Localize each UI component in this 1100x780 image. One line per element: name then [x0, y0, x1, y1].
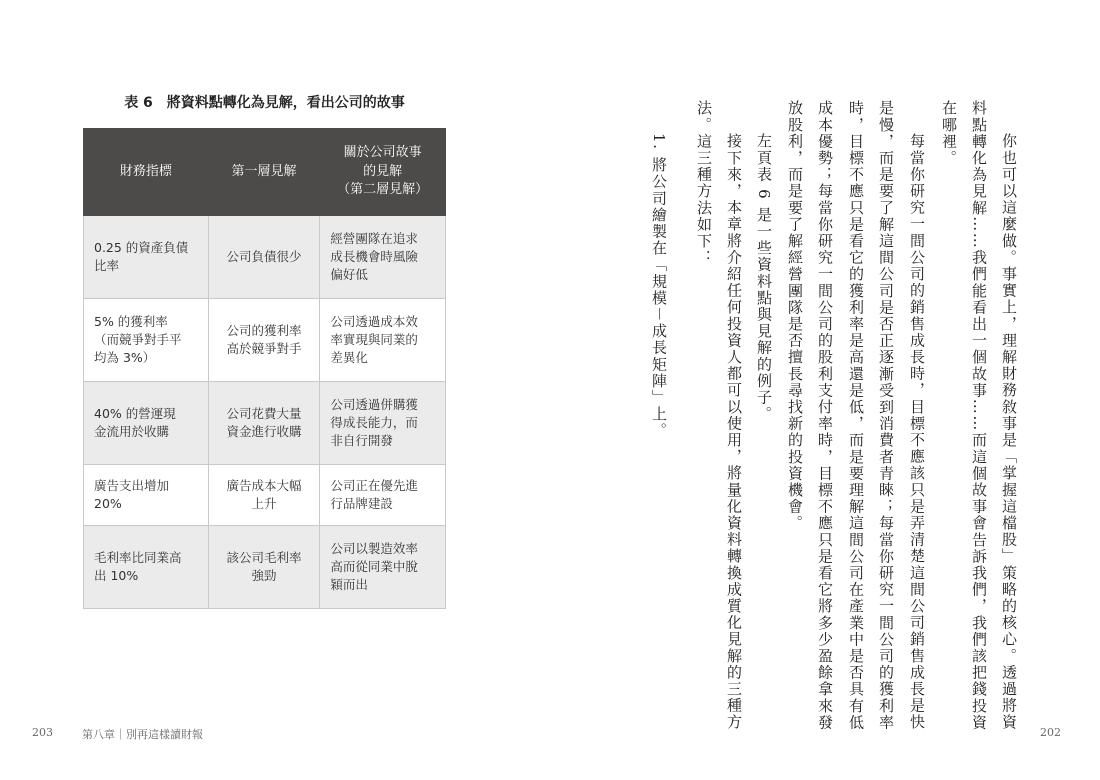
body-text-line: 放股利，而是要了解經營團隊是否擅長尋找新的投資機會。	[786, 100, 804, 532]
cell-second-insight: 公司以製造效率 高而從同業中脫 穎而出	[320, 526, 446, 609]
cell-metric: 廣告支出增加 20%	[84, 465, 209, 526]
cell-metric: 5% 的獲利率 （而競爭對手平 均為 3%）	[84, 299, 209, 382]
cell-second-insight: 公司透過併購獲 得成長能力，而 非自行開發	[320, 382, 446, 465]
table-row	[84, 299, 446, 382]
body-text-line: 在哪裡。	[940, 100, 958, 167]
list-item: 1. 將公司繪製在「規模－成長矩陣」上。	[650, 133, 668, 440]
cell-first-insight: 公司花費大量 資金進行收購	[208, 382, 320, 465]
cell-first-insight: 公司的獲利率 高於競爭對手	[208, 299, 320, 382]
body-text-line: 是慢，而是要了解這間公司是否正逐漸受到消費者青睞；每當你研究一間公司的獲利率	[877, 100, 895, 731]
insight-table	[83, 128, 446, 609]
header-financial-metric: 財務指標	[84, 129, 209, 216]
table-row	[84, 382, 446, 465]
body-text-line: 每當你研究一間公司的銷售成長時，目標不應該只是弄清楚這間公司銷售成長是快	[908, 133, 926, 731]
cell-second-insight: 公司正在優先進 行品牌建設	[320, 465, 446, 526]
cell-metric: 40% 的營運現 金流用於收購	[84, 382, 209, 465]
body-text-line: 料點轉化為見解……我們能看出一個故事……而這個故事會告訴我們，我們該把錢投資	[970, 100, 988, 731]
cell-second-insight: 公司透過成本效 率實現與同業的 差異化	[320, 299, 446, 382]
header-second-level-insight: 關於公司故事 的見解 （第二層見解）	[320, 129, 446, 216]
body-text-line: 接下來，本章將介紹任何投資人都可以使用，將量化資料轉換成質化見解的三種方	[725, 133, 743, 731]
cell-first-insight: 公司負債很少	[208, 216, 320, 299]
cell-metric: 毛利率比同業高 出 10%	[84, 526, 209, 609]
table-row	[84, 216, 446, 299]
running-head: 第八章｜別再這樣讀財報	[82, 728, 203, 741]
cell-metric: 0.25 的資產負債 比率	[84, 216, 209, 299]
table-row	[84, 526, 446, 609]
page-number-right: 202	[1040, 726, 1061, 739]
cell-first-insight: 廣告成本大幅 上升	[208, 465, 320, 526]
header-first-level-insight: 第一層見解	[208, 129, 320, 216]
table-header-row	[84, 129, 446, 216]
table-caption: 表 6 將資料點轉化為見解，看出公司的故事	[124, 95, 405, 111]
table-row	[84, 465, 446, 526]
page-number-left: 203	[32, 726, 53, 739]
body-text-line: 成本優勢；每當你研究一間公司的股利支付率時，目標不應只是看它將多少盈餘拿來發	[816, 100, 834, 731]
cell-second-insight: 經營團隊在追求 成長機會時風險 偏好低	[320, 216, 446, 299]
body-text-line: 時，目標不應只是看它的獲利率是高還是低，而是要理解這間公司在產業中是否具有低	[847, 100, 865, 731]
body-text-line: 法。這三種方法如下：	[695, 100, 713, 266]
body-text-line: 左頁表 6 是一些資料點與見解的例子。	[755, 133, 773, 423]
body-text-line: 你也可以這麼做。事實上，理解財務敘事是「掌握這檔股」策略的核心。透過將資	[1000, 133, 1018, 731]
cell-first-insight: 該公司毛利率 強勁	[208, 526, 320, 609]
